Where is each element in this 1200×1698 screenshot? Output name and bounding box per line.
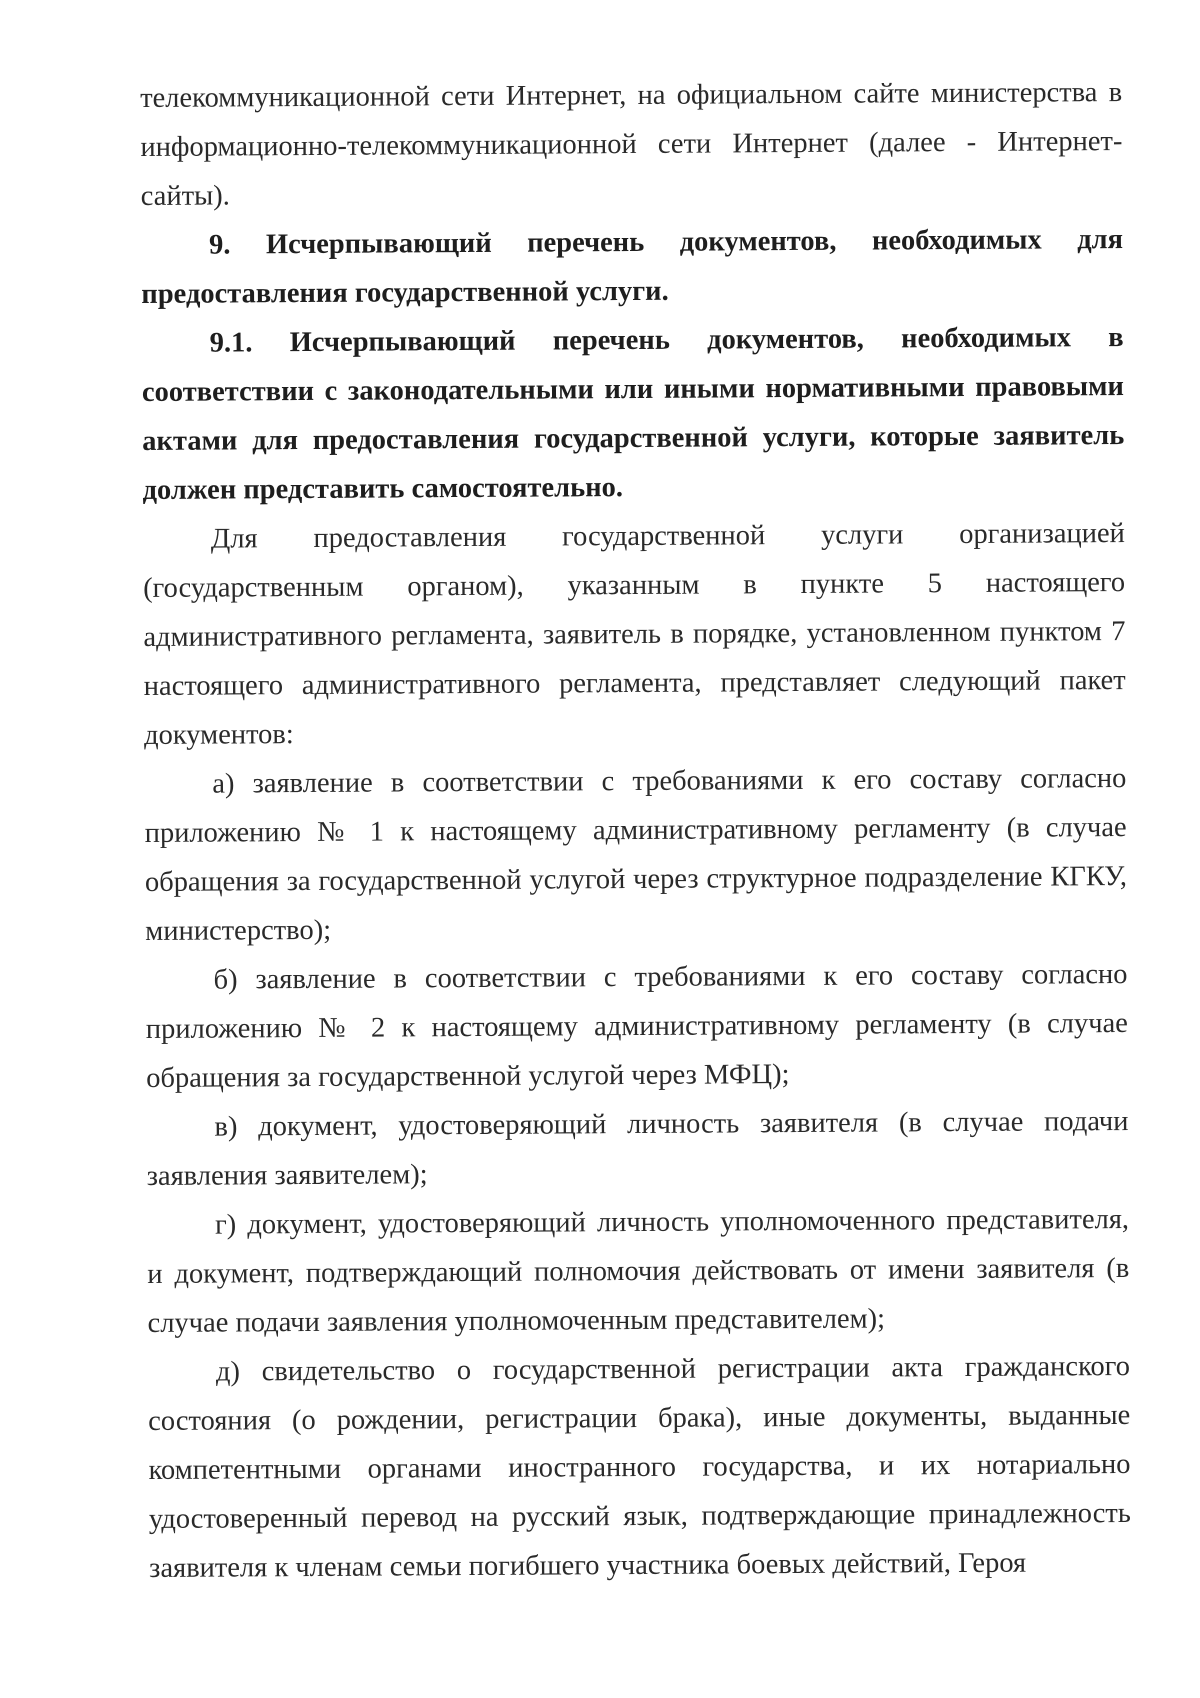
list-item-g: г) документ, удостоверяющий личность уполномоченного представителя, и документ, подтверждающий полномочия действовать от имени заявителя (в случае подачи заявления уполномоченным представителем); — [147, 1203, 1130, 1339]
list-item-b: б) заявление в соответствии с требованиями к его составу согласно приложению № 2 к настоящему административному регламенту (в случае обращения за государственной услугой через МФЦ); — [145, 958, 1128, 1094]
list-item-d: д) свидетельство о государственной регистрации акта гражданского состояния (о рождении, регистрации брака), иные документы, выданные компетентными органами иностранного государства, и их нотариально удостоверенный перевод на русский язык, подтверждающие принадлежность заявителя к членам семьи погибшего участника боевых действий, Героя — [148, 1350, 1131, 1584]
list-item-a: а) заявление в соответствии с требованиями к его составу согласно приложению № 1 к настоящему административному регламенту (в случае обращения за государственной услугой через структурное подразделение КГКУ, министерство); — [144, 762, 1128, 947]
paragraph-continuation: телекоммуникационной сети Интернет, на официальном сайте министерства в информационно-телекоммуникационной сети Интернет (далее - Интернет-сайты). — [140, 77, 1123, 212]
document-body — [140, 68, 1131, 1593]
section-heading-9: 9. Исчерпывающий перечень документов, необходимых для предоставления государственной услуги. — [141, 223, 1124, 310]
section-heading-9-1: 9.1. Исчерпывающий перечень документов, необходимых в соответствии с законодательными или иными нормативными правовыми актами для предоставления государственной услуги, которые заявитель должен представить самостоятельно. — [141, 321, 1125, 506]
list-item-v: в) документ, удостоверяющий личность заявителя (в случае подачи заявления заявителем); — [146, 1105, 1129, 1192]
paragraph-intro: Для предоставления государственной услуги организацией (государственным органом), указанным в пункте 5 настоящего административного регламента, заявитель в порядке, установленном пунктом 7 настоящего административного регламента, представляет следующий пакет документов: — [143, 517, 1126, 751]
